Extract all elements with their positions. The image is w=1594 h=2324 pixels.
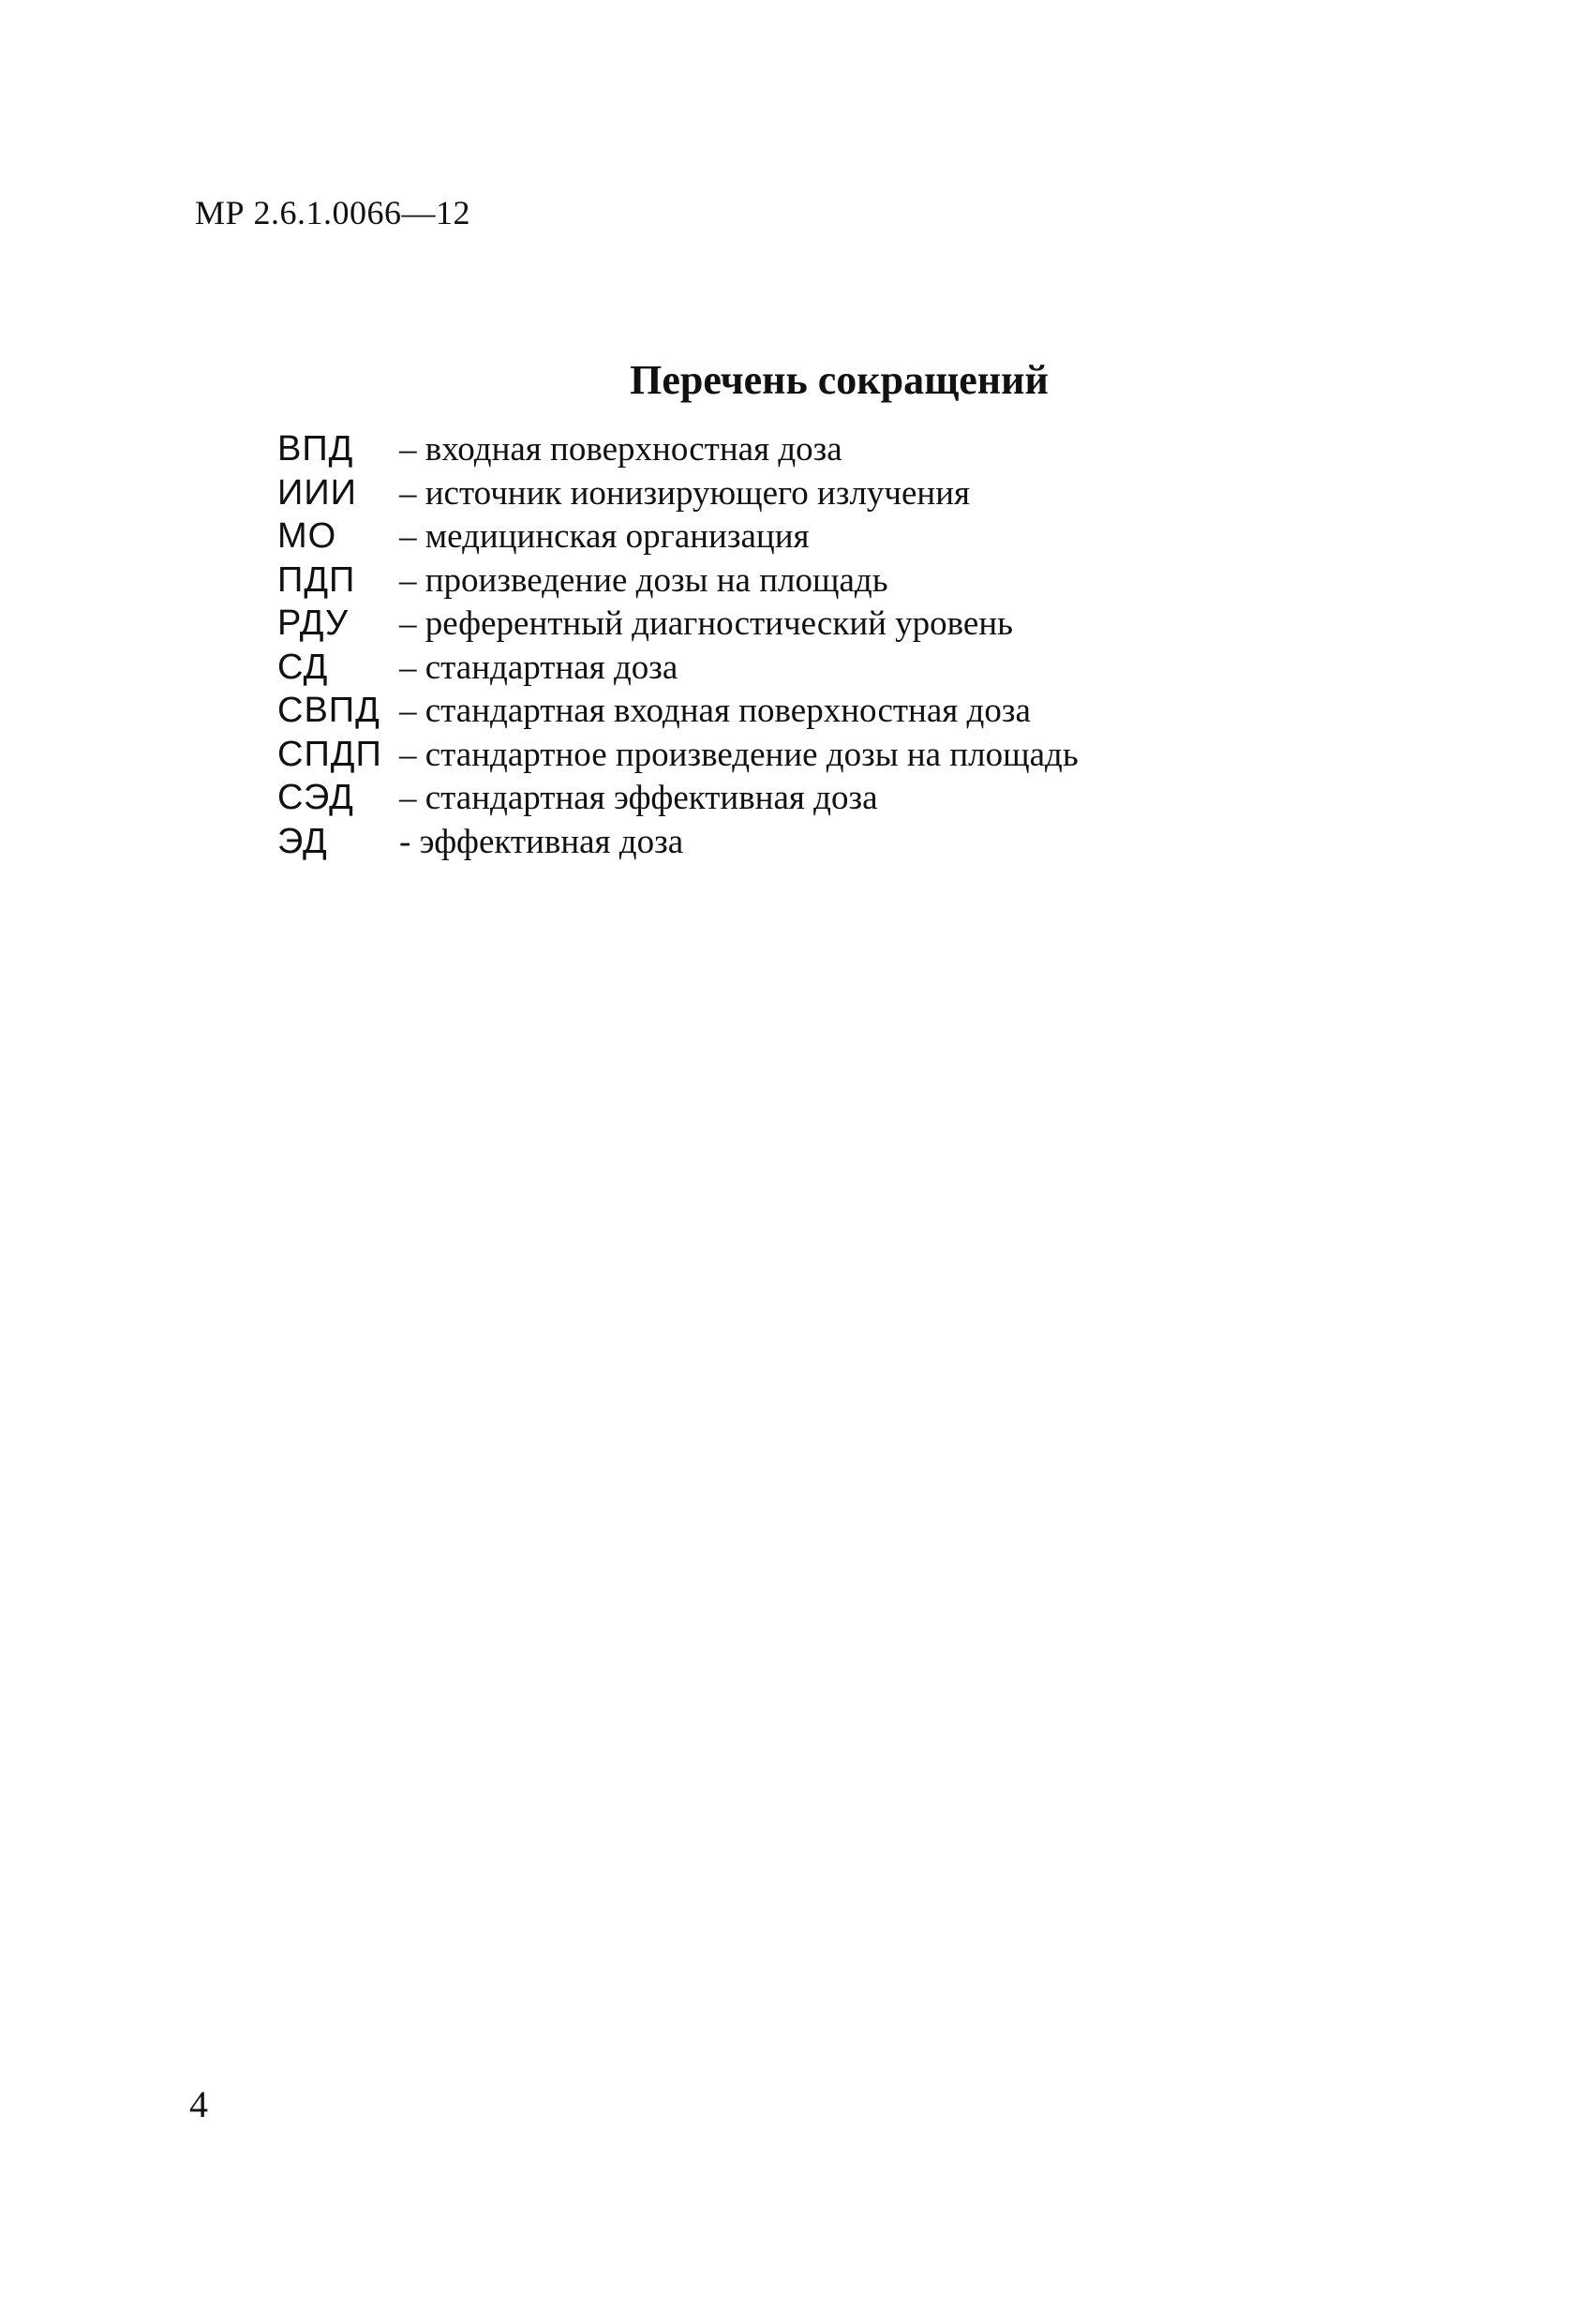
list-item bbox=[277, 778, 1079, 822]
abbreviation-code: ИИИ bbox=[277, 472, 357, 513]
abbreviation-description: – стандартная эффективная доза bbox=[399, 779, 878, 817]
abbreviation-code: СПДП bbox=[277, 734, 382, 774]
abbreviation-list bbox=[277, 429, 1079, 865]
document-code: МР 2.6.1.0066—12 bbox=[195, 194, 471, 231]
abbreviation-code: РДУ bbox=[277, 603, 350, 643]
page-number: 4 bbox=[189, 2083, 208, 2125]
abbreviation-code: МО bbox=[277, 516, 337, 556]
list-item bbox=[277, 429, 1079, 473]
list-item bbox=[277, 560, 1079, 604]
abbreviation-code: СД bbox=[277, 647, 329, 687]
abbreviation-description: – референтный диагностический уровень bbox=[399, 604, 1014, 643]
abbreviation-description: – стандартная доза bbox=[399, 648, 678, 687]
list-item bbox=[277, 691, 1079, 735]
abbreviation-description: – источник ионизирующего излучения bbox=[399, 473, 971, 513]
abbreviation-description: – произведение дозы на площадь bbox=[399, 560, 888, 600]
abbreviation-description: – медицинская организация bbox=[399, 517, 810, 556]
abbreviation-code: ПДП bbox=[277, 559, 356, 600]
list-item bbox=[277, 735, 1079, 779]
abbreviation-description: – стандартное произведение дозы на площадь bbox=[399, 735, 1079, 774]
list-item bbox=[277, 648, 1079, 692]
abbreviation-code: ЭД bbox=[277, 821, 328, 861]
abbreviation-code: СЭД bbox=[277, 778, 354, 817]
list-item bbox=[277, 516, 1079, 560]
list-item bbox=[277, 603, 1079, 648]
abbreviation-description: – входная поверхностная доза bbox=[399, 430, 842, 469]
abbreviation-description: - эффективная доза bbox=[399, 822, 684, 861]
list-item bbox=[277, 822, 1079, 866]
page-title: Перечень сокращений bbox=[630, 357, 1049, 403]
list-item bbox=[277, 473, 1079, 517]
abbreviation-code: ВПД bbox=[277, 429, 354, 469]
abbreviation-description: – стандартная входная поверхностная доза bbox=[399, 692, 1031, 730]
abbreviation-code: СВПД bbox=[277, 691, 380, 730]
